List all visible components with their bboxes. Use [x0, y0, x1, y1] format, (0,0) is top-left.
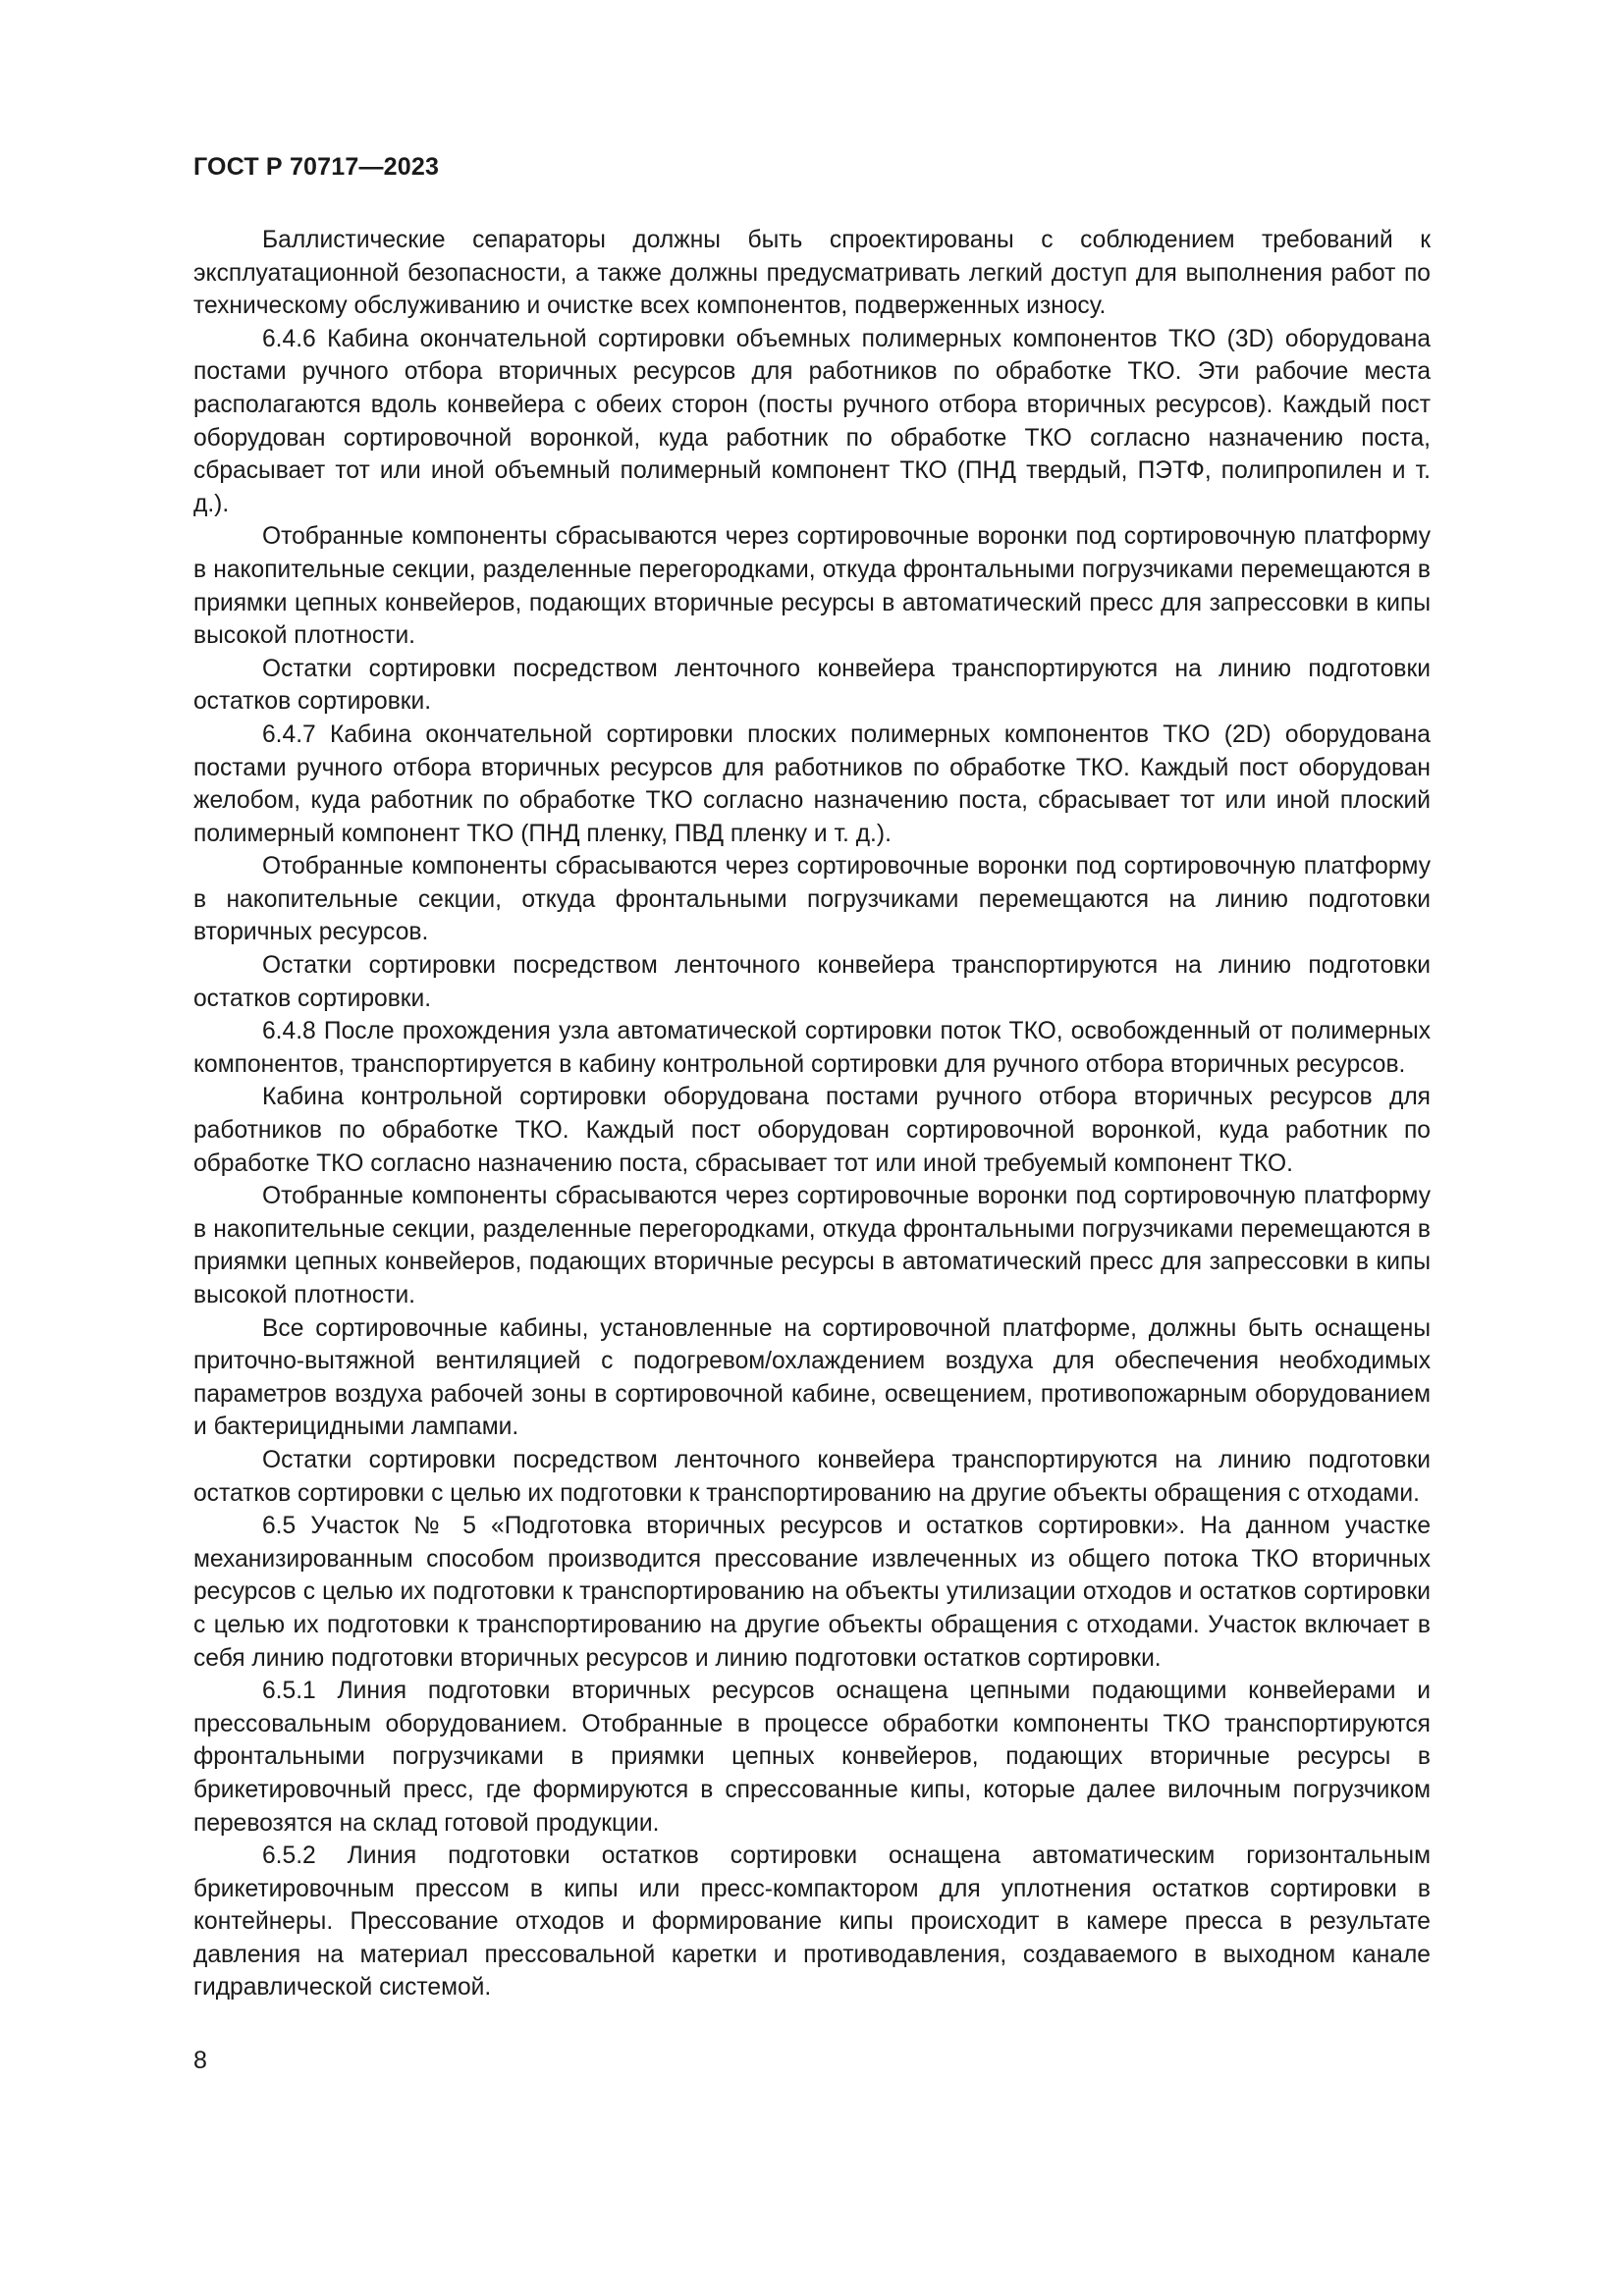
paragraph: Отобранные компоненты сбрасываются через сортировочные воронки под сортировочную платформу в накопительные секции, разделенные перегородками, откуда фронтальными погрузчиками перемещаются в приямки цепных конвейеров, подающих вторичные ресурсы в автоматический пресс для запрессовки в кипы высокой плотности.: [193, 523, 1431, 650]
paragraph: Остатки сортировки посредством ленточного конвейера транспортируются на линию подготовки остатков сортировки.: [193, 952, 1431, 1012]
paragraph: 6.4.7 Кабина окончательной сортировки плоских полимерных компонентов ТКО (2D) оборудована постами ручного отбора вторичных ресурсов для работников по обработке ТКО. Каждый пост оборудован желобом, куда работник по обработке ТКО согласно назначению поста, сбрасывает тот или иной плоский полимерный компонент ТКО (ПНД пленку, ПВД пленку и т. д.).: [193, 721, 1431, 847]
paragraph: 6.5.2 Линия подготовки остатков сортировки оснащена автоматическим горизонтальным брикетировочным прессом в кипы или пресс-компактором для уплотнения остатков сортировки в контейнеры. Прессование отходов и формирование кипы происходит в камере пресса в результате давления на материал прессовальной каретки и противодавления, создаваемого в выходном канале гидравлической системой.: [193, 1842, 1431, 2002]
paragraph: Остатки сортировки посредством ленточного конвейера транспортируются на линию подготовки остатков сортировки.: [193, 655, 1431, 716]
paragraph: Отобранные компоненты сбрасываются через сортировочные воронки под сортировочную платформу в накопительные секции, откуда фронтальными погрузчиками перемещаются на линию подготовки вторичных ресурсов.: [193, 853, 1431, 946]
paragraph: Отобранные компоненты сбрасываются через сортировочные воронки под сортировочную платформу в накопительные секции, разделенные перегородками, откуда фронтальными погрузчиками перемещаются в приямки цепных конвейеров, подающих вторичные ресурсы в автоматический пресс для запрессовки в кипы высокой плотности.: [193, 1183, 1431, 1308]
document-header: ГОСТ Р 70717—2023: [193, 153, 440, 181]
paragraph: 6.4.6 Кабина окончательной сортировки объемных полимерных компонентов ТКО (3D) оборудована постами ручного отбора вторичных ресурсов для работников по обработке ТКО. Эти рабочие места располагаются вдоль конвейера с обеих сторон (посты ручного отбора вторичных ресурсов). Каждый пост оборудован сортировочной воронкой, куда работник по обработке ТКО согласно назначению поста, сбрасывает тот или иной объемный полимерный компонент ТКО (ПНД твердый, ПЭТФ, полипропилен и т. д.).: [193, 325, 1431, 517]
paragraph: Кабина контрольной сортировки оборудована постами ручного отбора вторичных ресурсов для работников по обработке ТКО. Каждый пост оборудован сортировочной воронкой, куда работник по обработке ТКО согласно назначению поста, сбрасывает тот или иной требуемый компонент ТКО.: [193, 1084, 1431, 1177]
paragraph: 6.4.8 После прохождения узла автоматической сортировки поток ТКО, освобожденный от полимерных компонентов, транспортируется в кабину контрольной сортировки для ручного отбора вторичных ресурсов.: [193, 1018, 1431, 1078]
paragraph: Остатки сортировки посредством ленточного конвейера транспортируются на линию подготовки остатков сортировки с целью их подготовки к транспортированию на другие объекты обращения с отходами.: [193, 1446, 1431, 1507]
paragraph: Все сортировочные кабины, установленные на сортировочной платформе, должны быть оснащены приточно-вытяжной вентиляцией с подогревом/охлаждением воздуха для обеспечения необходимых параметров воздуха рабочей зоны в сортировочной кабине, освещением, противопожарным оборудованием и бактерицидными лампами.: [193, 1314, 1431, 1441]
page-number: 8: [193, 2047, 207, 2074]
document-body: [193, 224, 1431, 2004]
paragraph: Баллистические сепараторы должны быть спроектированы с соблюдением требований к эксплуатационной безопасности, а также должны предусматривать легкий доступ для выполнения работ по техническому обслуживанию и очистке всех компонентов, подверженных износу.: [193, 227, 1431, 320]
paragraph: 6.5.1 Линия подготовки вторичных ресурсов оснащена цепными подающими конвейерами и прессовальным оборудованием. Отобранные в процессе обработки компоненты ТКО транспортируются фронтальными погрузчиками в приямки цепных конвейеров, подающих вторичные ресурсы в брикетировочный пресс, где формируются в спрессованные кипы, которые далее вилочным погрузчиком перевозятся на склад готовой продукции.: [193, 1678, 1431, 1837]
paragraph: 6.5 Участок № 5 «Подготовка вторичных ресурсов и остатков сортировки». На данном участке механизированным способом производится прессование извлеченных из общего потока ТКО вторичных ресурсов с целью их подготовки к транспортированию на объекты утилизации отходов и остатков сортировки с целью их подготовки к транспортированию на другие объекты обращения с отходами. Участок включает в себя линию подготовки вторичных ресурсов и линию подготовки остатков сортировки.: [193, 1513, 1431, 1672]
